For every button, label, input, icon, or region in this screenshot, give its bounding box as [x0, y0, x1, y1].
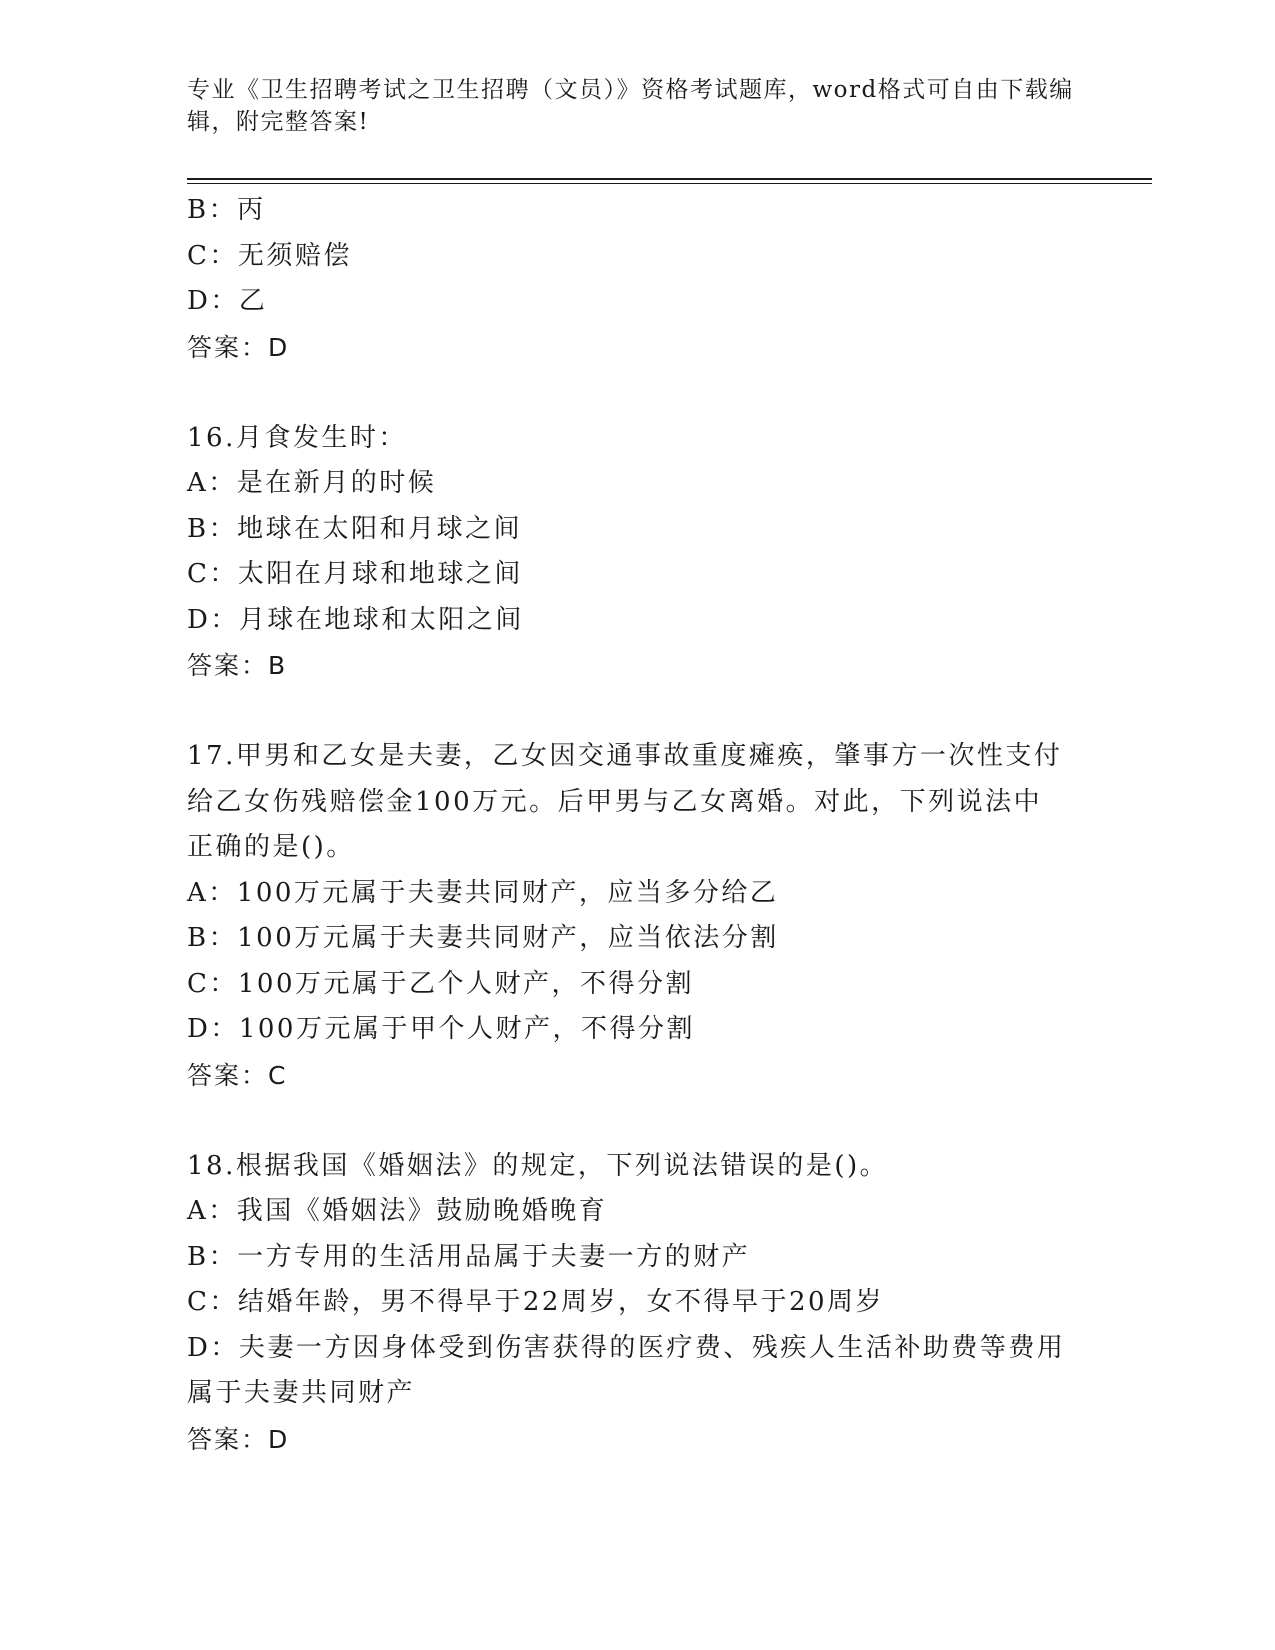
answer-line: 答案：D: [187, 1424, 290, 1454]
question-content: [187, 188, 1087, 1462]
option-b: B：100万元属于夫妻共同财产，应当依法分割: [187, 923, 779, 953]
question-stem: 17.甲男和乙女是夫妻，乙女因交通事故重度瘫痪，肇事方一次性支付: [187, 741, 1063, 771]
option-d: D：月球在地球和太阳之间: [187, 604, 524, 635]
header-rule-thick: [187, 178, 1152, 180]
option-a: A：我国《婚姻法》鼓励晚婚晚育: [187, 1196, 608, 1226]
option-c: C：100万元属于乙个人财产，不得分割: [187, 968, 695, 999]
document-header: 专业《卫生招聘考试之卫生招聘（文员）》资格考试题库，word格式可自由下载编辑，附完整答案!: [187, 77, 1074, 135]
answer-line: 答案：C: [187, 1060, 288, 1090]
option-d: D：乙: [187, 286, 268, 316]
spacer: [187, 1098, 1087, 1144]
option-b: B：一方专用的生活用品属于夫妻一方的财产: [187, 1241, 751, 1272]
question-17: [187, 734, 1087, 1098]
answer-line: 答案：D: [187, 332, 290, 362]
spacer: [187, 370, 1087, 416]
option-d: D：100万元属于甲个人财产，不得分割: [187, 1014, 695, 1044]
option-c: C：太阳在月球和地球之间: [187, 559, 523, 589]
option-a: A：是在新月的时候: [187, 468, 437, 498]
header-rule-thin: [187, 183, 1152, 184]
answer-line: 答案：B: [187, 651, 288, 680]
question-18: [187, 1144, 1087, 1463]
option-b: B：丙: [187, 195, 266, 225]
question-16: [187, 416, 1087, 689]
previous-question-block: [187, 188, 1087, 370]
question-stem: 16.月食发生时：: [187, 422, 407, 453]
option-c: C：无须赔偿: [187, 240, 352, 271]
option-a: A：100万元属于夫妻共同财产，应当多分给乙: [187, 877, 779, 908]
option-d: D：夫妻一方因身体受到伤害获得的医疗费、残疾人生活补助费等费用: [187, 1332, 1066, 1363]
option-d-continued: 属于夫妻共同财产: [187, 1378, 416, 1408]
spacer: [187, 689, 1087, 735]
option-c: C：结婚年龄，男不得早于22周岁，女不得早于20周岁: [187, 1287, 885, 1317]
question-stem: 正确的是()。: [187, 832, 355, 862]
question-stem: 给乙女伤残赔偿金100万元。后甲男与乙女离婚。对此，下列说法中: [187, 786, 1043, 817]
option-b: B：地球在太阳和月球之间: [187, 513, 523, 544]
question-stem: 18.根据我国《婚姻法》的规定，下列说法错误的是()。: [187, 1150, 889, 1181]
